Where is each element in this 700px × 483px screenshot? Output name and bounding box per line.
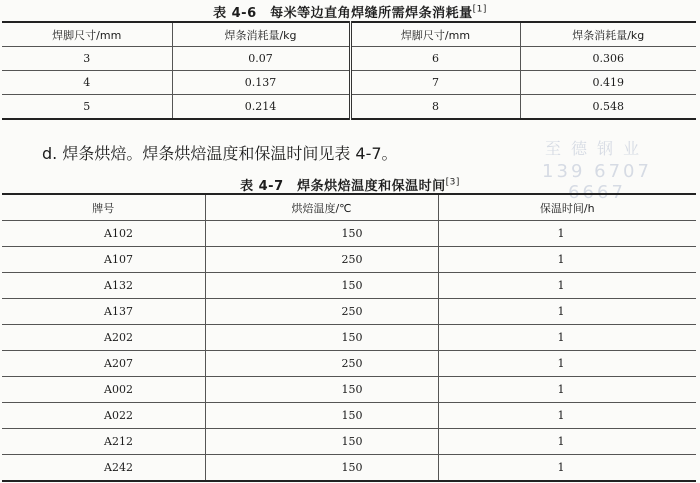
table-4-7-title xyxy=(0,175,700,194)
table-cell: 150 xyxy=(205,273,438,299)
table-cell: 0.419 xyxy=(520,71,696,95)
table-cell: A022 xyxy=(2,403,205,429)
table-4-6-header: 焊条消耗量/kg xyxy=(172,22,350,47)
table-row xyxy=(2,455,696,482)
table-cell: 1 xyxy=(438,299,696,325)
table-row xyxy=(2,273,696,299)
watermark-company: 至德钢业 xyxy=(544,139,649,158)
table-4-6-title xyxy=(0,2,700,21)
table-cell: 150 xyxy=(205,403,438,429)
table-row xyxy=(2,95,696,120)
table-cell: 1 xyxy=(438,351,696,377)
table-4-6-header-row xyxy=(2,22,696,47)
table-cell: A212 xyxy=(2,429,205,455)
table-row xyxy=(2,47,696,71)
table-cell: 0.306 xyxy=(520,47,696,71)
table-4-7-reference: [3] xyxy=(445,177,460,188)
table-row xyxy=(2,351,696,377)
table-4-7-header: 牌号 xyxy=(2,194,205,221)
table-4-7-title-text: 表 4-7 焊条烘焙温度和保温时间 xyxy=(240,179,446,194)
table-cell: 1 xyxy=(438,403,696,429)
paragraph-electrode-baking: d. 焊条烘焙。焊条烘焙温度和保温时间见表 4-7。 xyxy=(42,144,398,163)
table-cell: 150 xyxy=(205,455,438,482)
table-cell: A137 xyxy=(2,299,205,325)
table-cell: 5 xyxy=(2,95,172,120)
table-cell: 6 xyxy=(350,47,520,71)
table-cell: 1 xyxy=(557,461,565,474)
table-cell: A002 xyxy=(2,377,205,403)
table-4-7-header: 保温时间/h xyxy=(438,194,696,221)
watermark-phone: 139 6707 6667 xyxy=(542,161,652,203)
table-4-6-header: 焊条消耗量/kg xyxy=(520,22,696,47)
table-cell: 0.214 xyxy=(172,95,350,120)
table-row xyxy=(2,299,696,325)
table-cell: 1 xyxy=(438,325,696,351)
table-cell: 0.137 xyxy=(172,71,350,95)
table-cell: 150 xyxy=(205,221,438,247)
table-cell: 0.07 xyxy=(172,47,350,71)
table-cell: 250 xyxy=(205,351,438,377)
table-cell: 150 xyxy=(205,377,438,403)
table-cell: 150 xyxy=(205,429,438,455)
table-4-6-header: 焊脚尺寸/mm xyxy=(2,22,172,47)
table-cell: A242 xyxy=(2,455,205,482)
table-row xyxy=(2,429,696,455)
table-4-7 xyxy=(2,193,696,482)
table-cell: 1 xyxy=(438,247,696,273)
table-4-6-header: 焊脚尺寸/mm xyxy=(350,22,520,47)
table-4-7-header: 烘焙温度/℃ xyxy=(205,194,438,221)
table-cell: A202 xyxy=(2,325,205,351)
table-row xyxy=(2,325,696,351)
table-row xyxy=(2,221,696,247)
table-cell: A102 xyxy=(2,221,205,247)
table-4-6-title-text: 表 4-6 每米等边直角焊缝所需焊条消耗量 xyxy=(213,6,473,21)
table-row xyxy=(2,403,696,429)
table-cell: 7 xyxy=(350,71,520,95)
table-cell: 250 xyxy=(205,247,438,273)
table-cell: 1 xyxy=(438,273,696,299)
table-4-6-reference: [1] xyxy=(472,4,487,15)
table-cell: 150 xyxy=(205,325,438,351)
table-cell: 1 xyxy=(438,429,696,455)
table-row xyxy=(2,247,696,273)
table-cell: 1 xyxy=(438,377,696,403)
table-cell: A132 xyxy=(2,273,205,299)
table-cell: 0.548 xyxy=(592,100,624,113)
table-cell: 3 xyxy=(2,47,172,71)
table-cell: A207 xyxy=(2,351,205,377)
table-cell: 8 xyxy=(350,95,520,120)
table-row xyxy=(2,377,696,403)
table-4-7-header-row xyxy=(2,194,696,221)
table-row xyxy=(2,71,696,95)
table-cell: 250 xyxy=(205,299,438,325)
table-cell: 4 xyxy=(2,71,172,95)
table-4-6 xyxy=(2,21,696,120)
table-cell: A107 xyxy=(2,247,205,273)
table-cell: 1 xyxy=(438,221,696,247)
